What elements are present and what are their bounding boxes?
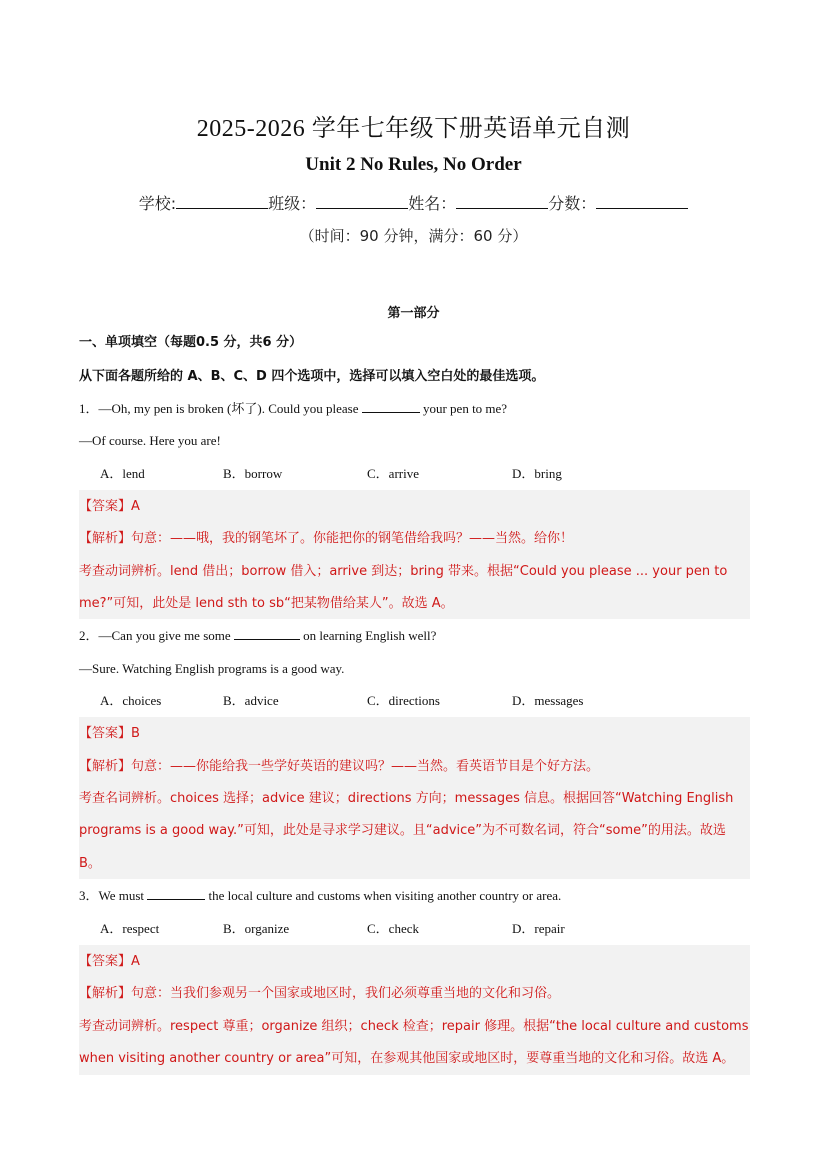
- question-1-line-1: [79, 400, 751, 418]
- question-1-line-2: —Of course. Here you are!: [79, 433, 221, 448]
- section-heading: 一、单项填空（每题0.5 分，共6 分）: [79, 335, 303, 350]
- question-1-text: 1．—Oh, my pen is broken (坏了). Could you please: [79, 401, 359, 416]
- unit-subtitle: Unit 2 No Rules, No Order: [305, 154, 522, 175]
- section-instruction: 从下面各题所给的 A、B、C、D 四个选项中，选择可以填入空白处的最佳选项。: [79, 369, 545, 384]
- analysis-1-line-3: me?”可知，此处是 lend sth to sb“把某物借给某人”。故选 A。: [79, 596, 454, 611]
- analysis-1-line-2: 考查动词辨析。lend 借出；borrow 借入；arrive 到达；bring 带来。根据“Could you please ... your pen to: [79, 564, 728, 579]
- analysis-2-line-3: programs is a good way.”可知，此处是寻求学习建议。且“advice”为不可数名词，符合“some”的用法。故选: [79, 823, 726, 838]
- analysis-3-line-3: when visiting another country or area”可知，在参观其他国家或地区时，要尊重当地的文化和习俗。故选 A。: [79, 1051, 735, 1066]
- analysis-1-line-1: 【解析】句意：——哦，我的钢笔坏了。你能把你的钢笔借给我吗？——当然。给你！: [79, 531, 574, 546]
- class-blank[interactable]: [316, 194, 408, 209]
- analysis-2-line-2: 考查名词辨析。choices 选择；advice 建议；directions 方向；messages 信息。根据回答“Watching English: [79, 791, 734, 806]
- option-a[interactable]: A．choices: [100, 693, 162, 708]
- answer-box-3: [79, 945, 750, 1075]
- school-blank[interactable]: [176, 194, 268, 209]
- name-blank[interactable]: [456, 194, 548, 209]
- student-info-line: [0, 191, 827, 214]
- question-2-text: 2．—Can you give me some: [79, 628, 231, 643]
- part-title: 第一部分: [387, 306, 440, 321]
- question-2-text-end: on learning English well?: [303, 628, 437, 643]
- answer-2: 【答案】B: [79, 726, 140, 741]
- option-c[interactable]: C．arrive: [367, 466, 419, 481]
- exam-title: 2025-2026 学年七年级下册英语单元自测: [196, 116, 631, 142]
- score-blank[interactable]: [596, 194, 688, 209]
- analysis-2-line-4: B。: [79, 856, 101, 871]
- question-1-text-end: your pen to me?: [422, 401, 508, 416]
- option-c[interactable]: C．check: [367, 921, 419, 936]
- school-label: 学校:: [138, 194, 177, 213]
- question-2-blank: [234, 627, 300, 640]
- time-info: （时间：90 分钟，满分：60 分）: [299, 227, 528, 245]
- question-2-line-2: —Sure. Watching English programs is a good way.: [79, 661, 345, 676]
- answer-box-1: [79, 490, 750, 619]
- option-b[interactable]: B．borrow: [223, 466, 283, 481]
- class-label: 班级：: [268, 194, 317, 213]
- question-1-blank: [362, 400, 420, 413]
- analysis-2-line-1: 【解析】句意：——你能给我一些学好英语的建议吗？——当然。看英语节目是个好方法。: [79, 759, 600, 774]
- option-d[interactable]: D．messages: [512, 693, 584, 708]
- analysis-3-line-2: 考查动词辨析。respect 尊重；organize 组织；check 检查；repair 修理。根据“the local culture and customs: [79, 1019, 749, 1034]
- answer-3: 【答案】A: [79, 954, 140, 969]
- question-2-line-1: [79, 627, 751, 645]
- question-3-line-1: [79, 887, 751, 905]
- option-a[interactable]: A．respect: [100, 921, 160, 936]
- question-3-text: 3．We must: [79, 888, 145, 903]
- answer-box-2: [79, 717, 750, 879]
- option-b[interactable]: B．advice: [223, 693, 279, 708]
- option-b[interactable]: B．organize: [223, 921, 290, 936]
- score-label: 分数：: [548, 194, 597, 213]
- option-d[interactable]: D．bring: [512, 466, 562, 481]
- name-label: 姓名：: [408, 194, 457, 213]
- answer-1: 【答案】A: [79, 499, 140, 514]
- option-a[interactable]: A．lend: [100, 466, 145, 481]
- question-3-blank: [147, 887, 205, 900]
- option-d[interactable]: D．repair: [512, 921, 565, 936]
- option-c[interactable]: C．directions: [367, 693, 440, 708]
- analysis-3-line-1: 【解析】句意：当我们参观另一个国家或地区时，我们必须尊重当地的文化和习俗。: [79, 986, 561, 1001]
- question-3-text-end: the local culture and customs when visiting another country or area.: [208, 888, 562, 903]
